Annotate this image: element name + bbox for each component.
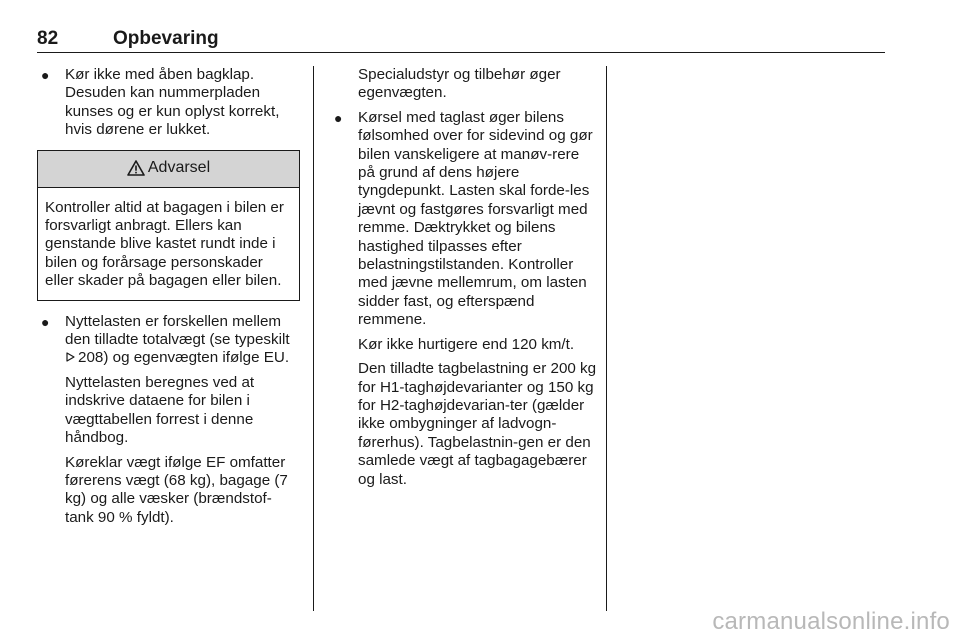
paragraph: Nyttelasten beregnes ved at indskrive dataene for bilen i vægttabellen forrest i denne håndbog. — [65, 373, 255, 447]
warning-body: Kontroller altid at bagagen i bilen er forsvarligt anbragt. Ellers kan genstande blive kastet rundt inde i bilen og forårsage personskader eller skader på bagagen eller bilen. — [45, 198, 284, 290]
bullet-icon: ● — [41, 67, 50, 83]
paragraph: Køreklar vægt ifølge EF omfatter førerens vægt (68 kg), bagage (7 kg) og alle væsker (brændstof-tank 90 % fyldt). — [65, 453, 288, 526]
paragraph: Den tilladte tagbelastning er 200 kg for H1-taghøjdevarianter og 150 kg for H2-taghøjdevarian-ter (gælder ikke ombygninger af ladvogn-førerhus). Tagbelastnin-gen er den samlede vægt af tagbagagebærer og last. — [358, 360, 597, 488]
bullet-item — [37, 313, 300, 368]
bullet-text: Kørsel med taglast øger bilens følsomhed over for sidevind og gør bilen vanskeligere at manøv-rere på grund af dens højere tyngdepunkt. Lasten skal forde-les jævnt og fastgøres forsvarligt med remme. Dæktrykket og bilens hastighed tilpasses efter belastningstilstanden. Kontroller med jævne mellemrum, om lasten sidder fast, og efterspænd remmene. — [358, 108, 593, 329]
bullet-icon: ● — [41, 313, 50, 330]
warning-header — [38, 151, 299, 188]
paragraph: Specialudstyr og tilbehør øger egenvægten. — [358, 66, 561, 102]
bullet-item — [330, 109, 598, 330]
page-reference-icon[interactable] — [65, 349, 75, 359]
watermark: carmanualsonline.info — [712, 608, 950, 635]
warning-title: Advarsel — [147, 159, 211, 177]
column-divider — [313, 66, 314, 611]
bullet-text-continued: 208) og egenvægten ifølge EU. — [78, 349, 290, 367]
bullet-icon: ● — [334, 109, 343, 126]
column-divider — [606, 66, 607, 611]
paragraph: Kør ikke hurtigere end 120 km/t. — [358, 335, 575, 353]
bullet-item — [37, 66, 300, 140]
bullet-text: Nyttelasten er forskellen mellem den tilladte totalvægt (se typeskilt — [65, 312, 290, 349]
page-header — [37, 28, 885, 53]
column-middle — [330, 66, 598, 495]
section-title: Opbevaring — [113, 28, 219, 49]
warning-box — [37, 150, 300, 301]
warning-triangle-icon — [127, 160, 145, 176]
column-left — [37, 66, 300, 533]
bullet-text: Kør ikke med åben bagklap. Desuden kan nummerpladen kunses og er kun oplyst korrekt, hvis dørene er lukket. — [65, 66, 280, 139]
page-number: 82 — [37, 28, 59, 49]
